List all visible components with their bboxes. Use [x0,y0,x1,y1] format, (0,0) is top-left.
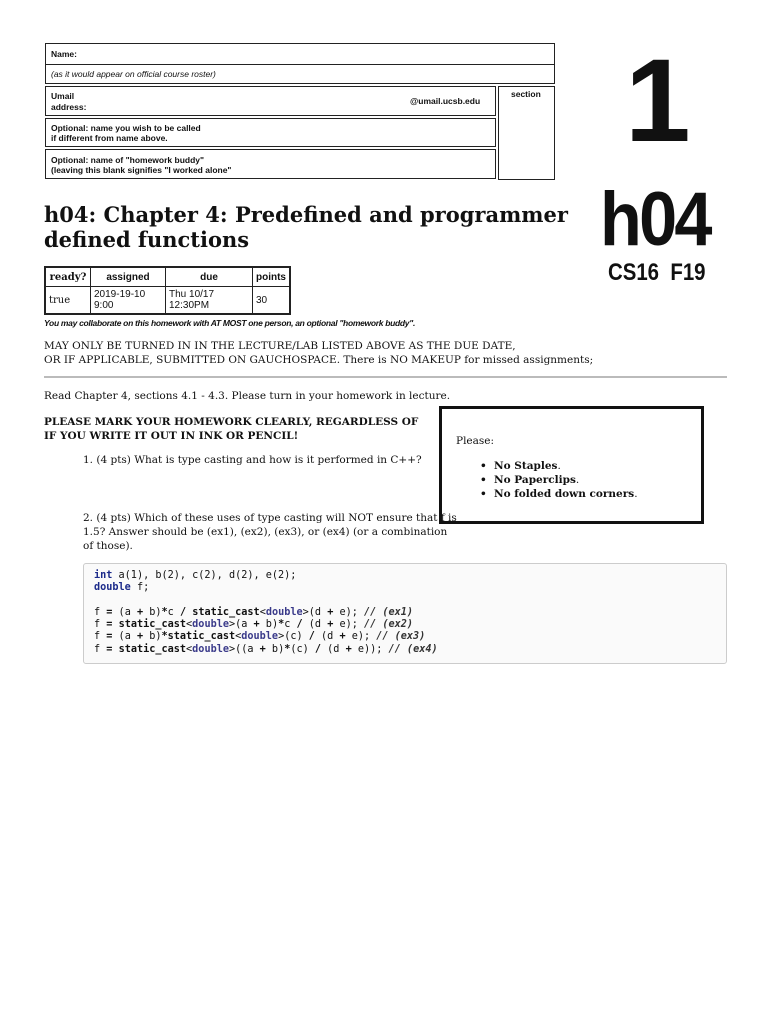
reading-instructions: Read Chapter 4, sections 4.1 - 4.3. Please turn in your homework in lecture. [44,390,451,402]
please-title: Please: [456,435,495,447]
collab-note: You may collaborate on this homework with AT MOST one person, an optional "homework buddy". [44,318,416,328]
code-static-cast: static_cast [167,631,236,643]
question-2 [83,511,457,553]
code-comment-ex4: // (ex4) [388,643,438,655]
turnin-line-2: OR IF APPLICABLE, SUBMITTED ON GAUCHOSPACE. There is NO MAKEUP for missed assignments; [44,354,594,366]
turnin-line-1: MAY ONLY BE TURNED IN IN THE LECTURE/LAB LISTED ABOVE AS THE DUE DATE, [44,340,516,352]
mark-clearly-notice [44,415,418,443]
question-2-line-3: of those). [83,540,133,552]
buddy-label-1: Optional: name of "homework buddy" [51,155,205,165]
please-item-paperclips: • No Paperclips. [480,474,580,486]
code-block [83,563,727,664]
course-label: CS16 F19 [608,259,706,286]
umail-label-2: address: [51,102,87,112]
page-title [44,202,568,252]
umail-domain: @umail.ucsb.edu [410,96,481,106]
header-due: due [166,267,253,287]
divider [44,376,727,378]
info-table-header [45,267,290,287]
mark-line-2: IF YOU WRITE IT OUT IN INK OR PENCIL! [44,430,299,442]
header-points: points [253,267,291,287]
please-box [439,406,704,524]
mark-line-1: PLEASE MARK YOUR HOMEWORK CLEARLY, REGARDLESS OF [44,416,419,428]
please-item-corners: • No folded down corners. [480,488,638,500]
homework-code: h04 [600,177,710,262]
cell-due: Thu 10/17 12:30PM [166,287,253,315]
name-hint: (as it would appear on official course roster) [51,69,216,79]
please-list [480,459,638,501]
optional-name-box[interactable] [45,118,496,147]
code-decl-int: a(1), b(2), c(2), d(2), e(2); [112,570,297,581]
code-static-cast: static_cast [118,643,187,655]
cell-points: 30 [253,287,291,315]
buddy-label-2: (leaving this blank signifies "I worked alone" [51,165,232,175]
page-title-line-1: h04: Chapter 4: Predefined and programmer [44,202,568,227]
umail-box[interactable] [45,86,496,116]
section-label: section [511,89,541,99]
buddy-box[interactable] [45,149,496,179]
section-box[interactable] [498,86,555,180]
code-kw-int: int [94,570,113,581]
code-type: double [241,631,279,643]
name-label: Name: [51,49,77,59]
info-table [44,266,291,315]
code-comment-ex2: // (ex2) [364,619,414,631]
please-item-staples: • No Staples. [480,460,561,472]
question-2-line-1: 2. (4 pts) Which of these uses of type casting will NOT ensure that f is [83,512,457,524]
optional-name-label-2: if different from name above. [51,133,168,143]
code-type: double [192,643,229,655]
page-title-line-2: defined functions [44,227,250,252]
code-type: double [192,619,229,631]
code-comment-ex1: // (ex1) [364,606,414,618]
code-comment-ex3: // (ex3) [376,631,426,643]
question-1: 1. (4 pts) What is type casting and how is it performed in C++? [83,454,422,466]
code-static-cast: static_cast [192,606,260,618]
turnin-text [44,339,593,367]
code-static-cast: static_cast [118,619,187,631]
optional-name-label-1: Optional: name you wish to be called [51,123,201,133]
page-number: 1 [625,35,689,167]
cell-assigned: 2019-19-10 9:00 [91,287,166,315]
header-assigned: assigned [91,267,166,287]
question-2-line-2: 1.5? Answer should be (ex1), (ex2), (ex3), or (ex4) (or a combination [83,526,448,538]
header-ready: ready? [45,267,91,287]
code-listing: int a(1), b(2), c(2), d(2), e(2); double f; f = (a + b)*c / static_cast<double>(d + e); // (ex1) f = static_cast<double>(a + b)*c / (d + e); // (ex2) f = (a + b)*static_cast<double>(c) / (d + e); // (ex3) f = static_cast<double>((a + b)*(c) / (d + e)); // (ex4) [94,570,438,655]
code-kw-double: double [94,582,131,594]
cell-ready: true [45,287,91,315]
name-box[interactable] [45,43,555,84]
umail-label-1: Umail [51,91,75,101]
code-type: double [265,606,303,618]
code-decl-double: f; [130,582,150,594]
info-table-row [45,287,290,315]
